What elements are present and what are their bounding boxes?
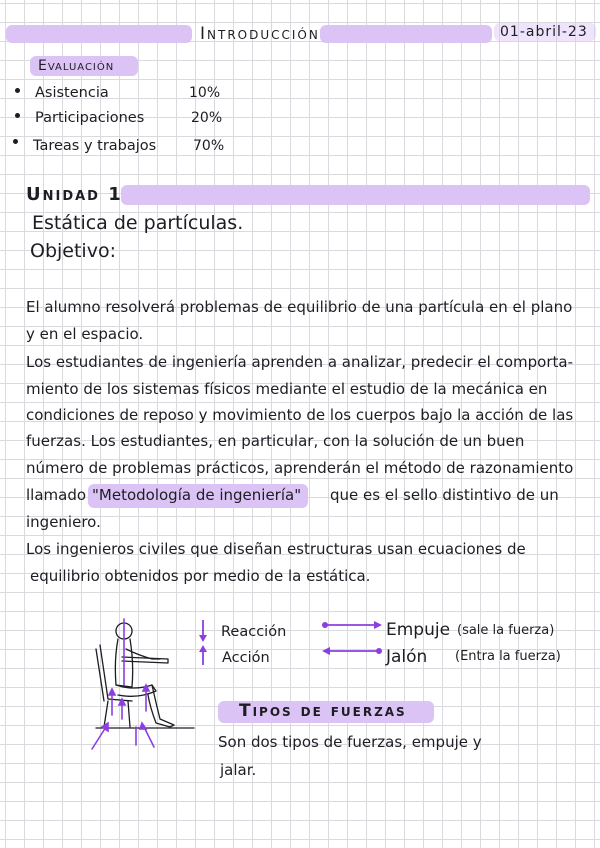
bullet: [13, 139, 18, 144]
bullet: [15, 88, 20, 93]
unidad-heading: Unidad 1: [26, 184, 123, 205]
tipos-text-line: Son dos tipos de fuerzas, empuje y: [218, 733, 482, 751]
paragraph-line-pre: llamado: [26, 486, 87, 504]
title-highlight-left: [6, 25, 192, 43]
title-highlight-right: [320, 25, 492, 43]
evaluacion-heading: Evaluación: [38, 58, 115, 74]
legend-jalon: Jalón: [386, 647, 428, 667]
legend-jalon-note: (Entra la fuerza): [455, 649, 561, 664]
paragraph-line: ingeniero.: [26, 513, 101, 531]
paragraph-line-post: que es el sello distintivo de un: [330, 486, 559, 504]
eval-item-value: 70%: [193, 138, 225, 154]
paragraph-line: miento de los sistemas físicos mediante el estudio de la mecánica en: [26, 380, 548, 398]
paragraph-line: El alumno resolverá problemas de equilibrio de una partícula en el plano: [26, 298, 573, 316]
page-title: Introducción: [200, 24, 320, 44]
legend-accion: Acción: [222, 650, 270, 666]
paragraph-line: equilibrio obtenidos por medio de la estática.: [30, 567, 371, 585]
bullet: [15, 113, 20, 118]
paragraph-line: condiciones de reposo y movimiento de los cuerpos bajo la acción de las: [26, 406, 574, 424]
push-arrow-icon: [322, 620, 382, 630]
up-arrow-icon: [198, 645, 208, 665]
metodologia-text: "Metodología de ingeniería": [92, 486, 302, 504]
legend-empuje: Empuje: [386, 620, 451, 640]
paragraph-line: fuerzas. Los estudiantes, en particular, con la solución de un buen: [26, 432, 525, 450]
legend-empuje-note: (sale la fuerza): [457, 623, 555, 638]
tipos-text-line: jalar.: [220, 761, 257, 779]
down-arrow-icon: [198, 620, 208, 642]
pull-arrow-icon: [322, 646, 382, 656]
objetivo-label: Objetivo:: [30, 240, 116, 262]
eval-item-value: 20%: [191, 110, 223, 126]
paragraph-line: número de problemas prácticos, aprenderán el método de razonamiento: [26, 459, 574, 477]
paragraph-line: Los ingenieros civiles que diseñan estructuras usan ecuaciones de: [26, 540, 526, 558]
sitting-figure-drawing: [82, 615, 192, 755]
unidad-subtitle: Estática de partículas.: [32, 212, 244, 234]
paragraph-line: Los estudiantes de ingeniería aprenden a analizar, predecir el comporta-: [26, 353, 574, 371]
page-date: 01-abril-23: [500, 24, 588, 40]
eval-item-value: 10%: [189, 85, 221, 101]
eval-item-label: Asistencia: [35, 85, 109, 101]
legend-reaccion: Reacción: [221, 624, 287, 640]
paragraph-line: y en el espacio.: [26, 325, 144, 343]
eval-item-label: Tareas y trabajos: [33, 138, 157, 154]
eval-item-label: Participaciones: [35, 110, 145, 126]
tipos-heading: Tipos de fuerzas: [239, 701, 407, 721]
unidad-highlight: [121, 185, 590, 205]
